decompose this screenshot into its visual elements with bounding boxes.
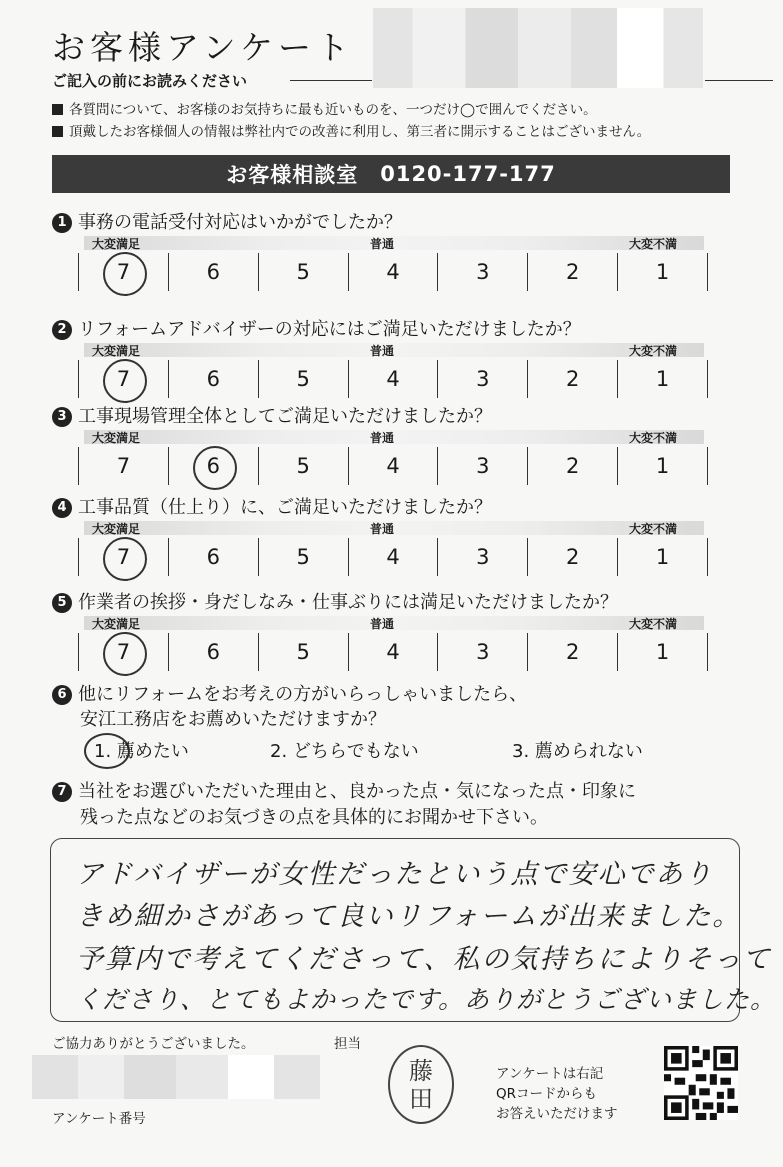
scale-header (84, 521, 704, 535)
question-2-text: 2 リフォームアドバイザーの対応にはご満足いただけましたか？ (52, 315, 581, 341)
scale-header (84, 343, 704, 357)
rating-option-2[interactable]: 2 (527, 538, 617, 576)
question-6-line2: 安江工務店をお薦めいただけますか？ (80, 709, 386, 730)
rating-option-2[interactable]: 2 (527, 633, 617, 671)
question-4-text: 4 工事品質（仕上り）に、ご満足いただけましたか？ (52, 493, 492, 519)
rating-option-5[interactable]: 5 (258, 253, 348, 291)
rating-option-4[interactable]: 4 (348, 447, 438, 485)
survey-title: お客様アンケート (52, 28, 355, 67)
scale-label-mid: 普通 (370, 344, 395, 358)
rating-option-2[interactable]: 2 (527, 360, 617, 398)
question-1-text: 1 事務の電話受付対応はいかがでしたか？ (52, 208, 402, 234)
rating-option-5[interactable]: 5 (258, 538, 348, 576)
scale-label-high: 大変満足 (92, 237, 141, 251)
question-number-icon: 6 (52, 685, 72, 705)
thanks-text: ご協力ありがとうございました。 (52, 1036, 255, 1052)
question-number-icon: 1 (52, 213, 72, 233)
rating-option-6[interactable]: 6 (168, 633, 258, 671)
rating-option-3[interactable]: 3 (437, 538, 527, 576)
question-number-icon: 4 (52, 498, 72, 518)
rating-option-4[interactable]: 4 (348, 633, 438, 671)
option-3[interactable]: 3. 薦められない (512, 741, 643, 762)
rating-option-7[interactable]: 7 (78, 360, 168, 398)
scale-label-low: 大変不満 (629, 617, 678, 631)
handwritten-line-2: きめ細かさがあって良いリフォームが出来ました。 (76, 901, 742, 932)
scale-label-mid: 普通 (370, 431, 395, 445)
question-5-text: 5 作業者の挨拶・身だしなみ・仕事ぶりには満足いただけましたか？ (52, 588, 618, 614)
staff-label: 担当 (334, 1036, 361, 1052)
support-phone: 0120-177-177 (380, 162, 556, 186)
scale-label-low: 大変不満 (629, 344, 678, 358)
scale-label-high: 大変満足 (92, 344, 141, 358)
support-label: お客様相談室 (226, 163, 359, 187)
rating-option-5[interactable]: 5 (258, 447, 348, 485)
rating-option-7[interactable]: 7 (78, 447, 168, 485)
scale-label-high: 大変満足 (92, 522, 141, 536)
rating-option-4[interactable]: 4 (348, 538, 438, 576)
rating-scale-q1 (78, 253, 708, 291)
scale-label-low: 大変不満 (629, 431, 678, 445)
scale-label-high: 大変満足 (92, 617, 141, 631)
square-bullet-icon (52, 126, 63, 137)
rating-scale-q4 (78, 538, 708, 576)
question-6-line1: 6 他にリフォームをお考えの方がいらっしゃいましたら、 (52, 680, 527, 706)
rating-option-2[interactable]: 2 (527, 447, 617, 485)
scale-label-high: 大変満足 (92, 431, 141, 445)
rating-option-1[interactable]: 1 (617, 538, 708, 576)
rating-option-4[interactable]: 4 (348, 360, 438, 398)
question-7-line1: 7 当社をお選びいただいた理由と、良かった点・気になった点・印象に (52, 777, 636, 803)
rating-option-6[interactable]: 6 (168, 447, 258, 485)
question-7-line2: 残った点などのお気づきの点を具体的にお聞かせ下さい。 (80, 807, 548, 828)
question-3-text: 3 工事現場管理全体としてご満足いただけましたか？ (52, 402, 492, 428)
scale-header (84, 430, 704, 444)
rating-option-3[interactable]: 3 (437, 633, 527, 671)
qr-text-1: アンケートは右記 (496, 1066, 604, 1082)
redacted-area-top (373, 8, 703, 88)
option-1[interactable]: 1. 薦めたい (94, 741, 189, 762)
handwritten-line-4: くださり、とてもよかったです。ありがとうございました。 (76, 985, 777, 1014)
rating-option-6[interactable]: 6 (168, 538, 258, 576)
instruction-heading: ご記入の前にお読みください (52, 72, 248, 90)
rating-option-1[interactable]: 1 (617, 253, 708, 291)
scale-label-low: 大変不満 (629, 237, 678, 251)
scale-label-low: 大変不満 (629, 522, 678, 536)
question-number-icon: 3 (52, 407, 72, 427)
survey-number-label: アンケート番号 (52, 1111, 146, 1127)
rating-option-7[interactable]: 7 (78, 633, 168, 671)
note-2: 頂戴したお客様個人の情報は弊社内での改善に利用し、第三者に開示することはございません。 (52, 120, 650, 140)
rating-option-1[interactable]: 1 (617, 633, 708, 671)
rating-option-2[interactable]: 2 (527, 253, 617, 291)
scale-header (84, 236, 704, 250)
question-number-icon: 5 (52, 593, 72, 613)
qr-text-2: QRコードからも (496, 1086, 598, 1102)
rating-option-3[interactable]: 3 (437, 360, 527, 398)
square-bullet-icon (52, 104, 63, 115)
rating-option-7[interactable]: 7 (78, 253, 168, 291)
rating-option-5[interactable]: 5 (258, 633, 348, 671)
scale-label-mid: 普通 (370, 617, 395, 631)
divider-line (290, 80, 372, 81)
support-banner (52, 155, 730, 193)
rating-scale-q5 (78, 633, 708, 671)
option-2[interactable]: 2. どちらでもない (270, 741, 419, 762)
rating-option-3[interactable]: 3 (437, 253, 527, 291)
rating-option-4[interactable]: 4 (348, 253, 438, 291)
scale-label-mid: 普通 (370, 522, 395, 536)
qr-text-3: お答えいただけます (496, 1106, 618, 1122)
rating-option-5[interactable]: 5 (258, 360, 348, 398)
scale-header (84, 616, 704, 630)
handwritten-line-3: 予算内で考えてくださって、私の気持ちによりそって (76, 944, 772, 975)
rating-option-1[interactable]: 1 (617, 360, 708, 398)
rating-option-6[interactable]: 6 (168, 253, 258, 291)
divider-line (705, 80, 773, 81)
rating-option-3[interactable]: 3 (437, 447, 527, 485)
rating-scale-q3 (78, 447, 708, 485)
rating-scale-q2 (78, 360, 708, 398)
note-1: 各質問について、お客様のお気持ちに最も近いものを、一つだけ◯で囲んでください。 (52, 98, 597, 118)
question-number-icon: 7 (52, 782, 72, 802)
scale-label-mid: 普通 (370, 237, 395, 251)
redacted-area-bottom (32, 1055, 320, 1099)
question-number-icon: 2 (52, 320, 72, 340)
rating-option-7[interactable]: 7 (78, 538, 168, 576)
qr-code-icon[interactable] (664, 1046, 738, 1120)
rating-option-1[interactable]: 1 (617, 447, 708, 485)
staff-seal-stamp: 藤 田 (388, 1045, 454, 1124)
rating-option-6[interactable]: 6 (168, 360, 258, 398)
handwritten-line-1: アドバイザーが女性だったという点で安心であり (76, 859, 714, 890)
